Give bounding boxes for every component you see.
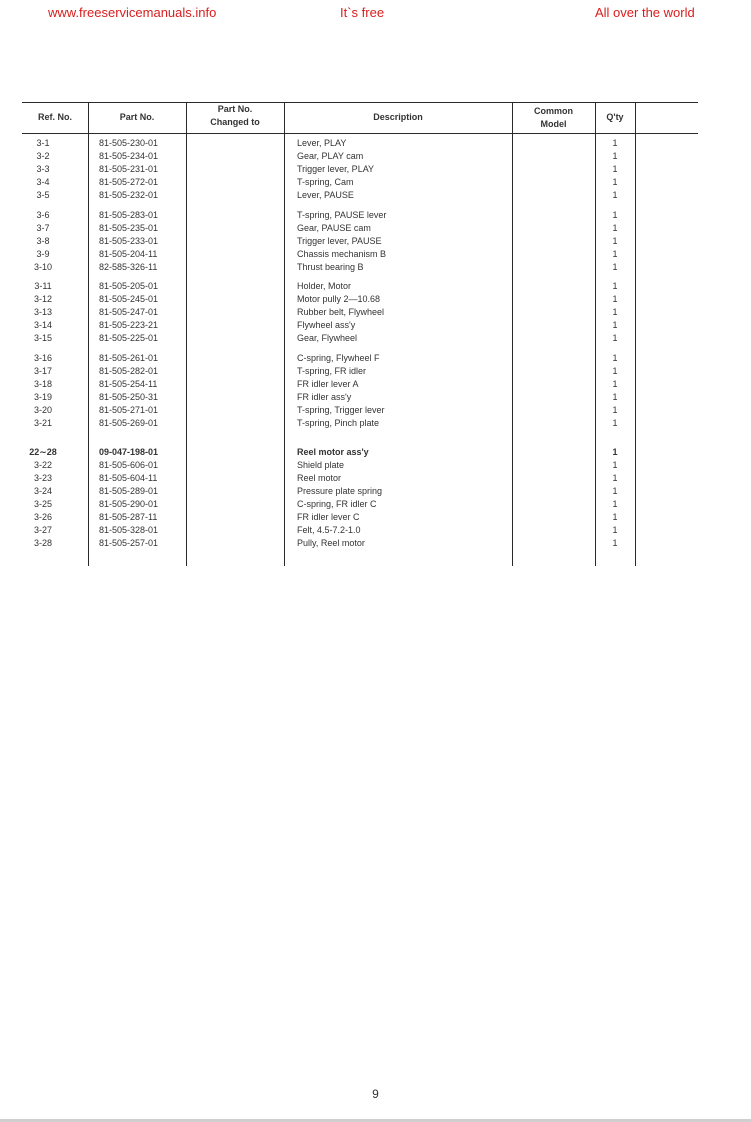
ref-cell: 3-4: [36, 177, 50, 187]
quantity-cell: 1: [612, 499, 618, 509]
ref-cell: 3-16: [33, 353, 52, 363]
ref-cell: 3-22: [33, 460, 52, 470]
ref-cell: 3-23: [33, 473, 52, 483]
ref-cell: 3-17: [33, 366, 52, 376]
ref-cell: 3-7: [36, 223, 50, 233]
col-header-part: Part No.: [119, 112, 155, 122]
ref-cell: 3-11: [34, 281, 52, 291]
part-number-cell: 81-505-604-11: [99, 473, 158, 483]
description-cell: Thrust bearing B: [297, 262, 364, 272]
ref-cell: 3-18: [33, 379, 52, 389]
site-link[interactable]: www.freeservicemanuals.info: [48, 5, 217, 20]
table-row: [0, 446, 751, 459]
part-number-cell: 81-505-257-01: [99, 538, 159, 548]
quantity-cell: 1: [612, 486, 618, 496]
ref-cell: 3-13: [33, 307, 52, 317]
part-number-cell: 81-505-287-11: [99, 512, 158, 522]
quantity-cell: 1: [612, 294, 618, 304]
description-cell: T-spring, Cam: [297, 177, 354, 187]
description-cell: Trigger lever, PAUSE: [297, 236, 382, 246]
table-row: [0, 248, 751, 261]
quantity-cell: 1: [612, 177, 618, 187]
table-row: [0, 319, 751, 332]
table-row: [0, 524, 751, 537]
quantity-cell: 1: [612, 164, 618, 174]
part-number-cell: 81-505-225-01: [99, 333, 159, 343]
quantity-cell: 1: [612, 281, 618, 291]
tagline-right-text: All over the world: [595, 5, 695, 20]
quantity-cell: 1: [612, 307, 618, 317]
ref-cell: 3-28: [33, 538, 52, 548]
quantity-cell: 1: [612, 418, 618, 428]
ref-cell: 3-2: [36, 151, 50, 161]
description-cell: Reel motor: [297, 473, 342, 483]
part-number-cell: 81-505-250-31: [99, 392, 159, 402]
ref-cell: 3-27: [33, 525, 52, 535]
table-row: [0, 280, 751, 293]
part-number-cell: 81-505-223-21: [99, 320, 159, 330]
ref-cell: 3-15: [33, 333, 52, 343]
table-row: [0, 511, 751, 524]
description-cell: FR idler ass'y: [297, 392, 352, 402]
ref-cell: 3-5: [36, 190, 50, 200]
part-number-cell: 81-505-283-01: [99, 210, 159, 220]
page-number: 9: [372, 1087, 379, 1101]
col-header-common-2: Model: [540, 119, 567, 129]
description-cell: T-spring, Trigger lever: [297, 405, 385, 415]
quantity-cell: 1: [612, 320, 618, 330]
quantity-cell: 1: [612, 392, 618, 402]
table-row: [0, 365, 751, 378]
table-row: [0, 391, 751, 404]
part-number-cell: 82-585-326-11: [99, 262, 158, 272]
col-header-changed-1: Part No.: [217, 104, 253, 114]
ref-cell: 3-8: [36, 236, 50, 246]
table-row: [0, 189, 751, 202]
part-number-cell: 81-505-289-01: [99, 486, 159, 496]
quantity-cell: 1: [612, 210, 618, 220]
quantity-cell: 1: [612, 249, 618, 259]
table-row: [0, 261, 751, 274]
description-cell: FR idler lever C: [297, 512, 360, 522]
ref-cell: 3-1: [36, 138, 50, 148]
description-cell: Chassis mechanism B: [297, 249, 387, 259]
table-row: [0, 306, 751, 319]
table-row: [0, 235, 751, 248]
part-number-cell: 81-505-245-01: [99, 294, 159, 304]
quantity-cell: 1: [612, 447, 618, 457]
description-cell: Shield plate: [297, 460, 345, 470]
description-cell: Gear, Flywheel: [297, 333, 358, 343]
table-row: [0, 222, 751, 235]
table-row: [0, 209, 751, 222]
part-number-cell: 81-505-269-01: [99, 418, 159, 428]
ref-cell: 3-24: [33, 486, 52, 496]
quantity-cell: 1: [612, 460, 618, 470]
quantity-cell: 1: [612, 473, 618, 483]
quantity-cell: 1: [612, 236, 618, 246]
table-row: [0, 404, 751, 417]
description-cell: Gear, PLAY cam: [297, 151, 364, 161]
ref-cell: 3-6: [36, 210, 50, 220]
part-number-cell: 09-047-198-01: [99, 447, 159, 457]
description-cell: Lever, PAUSE: [297, 190, 354, 200]
ref-cell: 3-20: [33, 405, 52, 415]
table-header-rule: [22, 133, 698, 134]
table-row: [0, 485, 751, 498]
table-row: [0, 150, 751, 163]
part-number-cell: 81-505-254-11: [99, 379, 158, 389]
table-row: [0, 293, 751, 306]
ref-cell: 3-21: [33, 418, 52, 428]
part-number-cell: 81-505-232-01: [99, 190, 159, 200]
ref-cell: 3-3: [36, 164, 50, 174]
quantity-cell: 1: [612, 538, 618, 548]
description-cell: Lever, PLAY: [297, 138, 347, 148]
quantity-cell: 1: [612, 223, 618, 233]
part-number-cell: 81-505-290-01: [99, 499, 159, 509]
part-number-cell: 81-505-282-01: [99, 366, 159, 376]
quantity-cell: 1: [612, 138, 618, 148]
description-cell: Rubber belt, Flywheel: [297, 307, 385, 317]
description-cell: Felt, 4.5-7.2-1.0: [297, 525, 361, 535]
table-row: [0, 378, 751, 391]
part-number-cell: 81-505-233-01: [99, 236, 159, 246]
quantity-cell: 1: [612, 262, 618, 272]
col-header-common-1: Common: [534, 106, 573, 116]
part-number-cell: 81-505-235-01: [99, 223, 159, 233]
ref-cell: 3-14: [33, 320, 52, 330]
part-number-cell: 81-505-231-01: [99, 164, 159, 174]
tagline-text: It`s free: [340, 5, 385, 20]
description-cell: Gear, PAUSE cam: [297, 223, 371, 233]
description-cell: Reel motor ass'y: [297, 447, 369, 457]
part-number-cell: 81-505-247-01: [99, 307, 159, 317]
col-header-ref: Ref. No.: [37, 112, 72, 122]
ref-cell: 3-26: [33, 512, 52, 522]
col-header-description: Description: [373, 112, 423, 122]
quantity-cell: 1: [612, 190, 618, 200]
description-cell: Trigger lever, PLAY: [297, 164, 375, 174]
description-cell: T-spring, FR idler: [297, 366, 367, 376]
part-number-cell: 81-505-205-01: [99, 281, 159, 291]
col-header-changed-2: Changed to: [210, 117, 260, 127]
part-number-cell: 81-505-606-01: [99, 460, 159, 470]
description-cell: T-spring, Pinch plate: [297, 418, 380, 428]
table-row: [0, 472, 751, 485]
description-cell: Flywheel ass'y: [297, 320, 356, 330]
ref-cell: 3-9: [36, 249, 50, 259]
ref-cell: 3-10: [33, 262, 52, 272]
ref-cell: 3-19: [33, 392, 52, 402]
table-row: [0, 137, 751, 150]
description-cell: Pully, Reel motor: [297, 538, 365, 548]
table-row: [0, 163, 751, 176]
table-row: [0, 459, 751, 472]
table-row: [0, 332, 751, 345]
part-number-cell: 81-505-261-01: [99, 353, 159, 363]
table-row: [0, 417, 751, 430]
quantity-cell: 1: [612, 525, 618, 535]
part-number-cell: 81-505-234-01: [99, 151, 159, 161]
part-number-cell: 81-505-272-01: [99, 177, 159, 187]
part-number-cell: 81-505-204-11: [99, 249, 158, 259]
col-header-qty: Q'ty: [606, 112, 624, 122]
part-number-cell: 81-505-271-01: [99, 405, 159, 415]
table-top-rule: [22, 102, 698, 103]
quantity-cell: 1: [612, 379, 618, 389]
quantity-cell: 1: [612, 405, 618, 415]
description-cell: C-spring, FR idler C: [297, 499, 377, 509]
part-number-cell: 81-505-230-01: [99, 138, 159, 148]
description-cell: C-spring, Flywheel F: [297, 353, 380, 363]
description-cell: FR idler lever A: [297, 379, 359, 389]
quantity-cell: 1: [612, 333, 618, 343]
table-row: [0, 537, 751, 550]
table-row: [0, 176, 751, 189]
description-cell: Motor pully 2—10.68: [297, 294, 381, 304]
quantity-cell: 1: [612, 353, 618, 363]
description-cell: Holder, Motor: [297, 281, 352, 291]
quantity-cell: 1: [612, 151, 618, 161]
ref-cell: 3-12: [33, 294, 52, 304]
description-cell: Pressure plate spring: [297, 486, 383, 496]
table-row: [0, 352, 751, 365]
table-row: [0, 498, 751, 511]
quantity-cell: 1: [612, 366, 618, 376]
part-number-cell: 81-505-328-01: [99, 525, 159, 535]
quantity-cell: 1: [612, 512, 618, 522]
ref-cell: 22∼28: [29, 447, 57, 457]
description-cell: T-spring, PAUSE lever: [297, 210, 387, 220]
ref-cell: 3-25: [33, 499, 52, 509]
